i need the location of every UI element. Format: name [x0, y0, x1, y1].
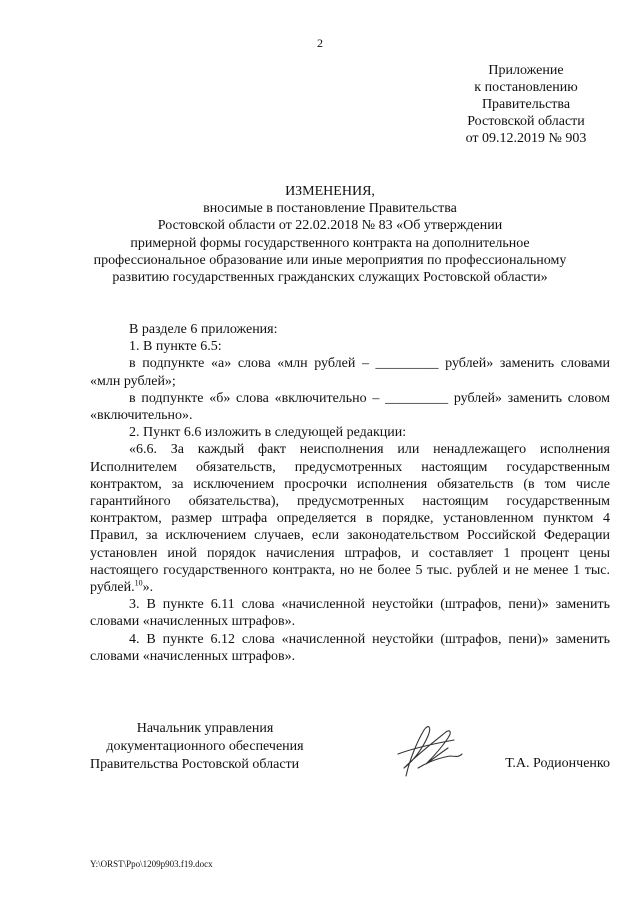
paragraph-text: «6.6. За каждый факт неисполнения или ненадлежащего исполнения Исполнителем обязательств, предусмотренных настоящим государственным контрактом, за исключением просрочки исполнения обязательств (в том числе гарантийного обязательства), предусмотренных настоящим государственным контрактом, размер штрафа определяется в порядке, установленном пунктом 4 Правил, за исключением случаев, если законодательством Российской Федерации установлен иной порядок начисления штрафов, и составляет 1 процент цены настоящего государственного контракта, но не более 5 тыс. рублей и не менее 1 тыс. рублей. [90, 442, 610, 596]
paragraph: 2. Пункт 6.6 изложить в следующей редакции: [129, 425, 407, 441]
heading-line: развитию государственных гражданских служащих Ростовской области» [112, 270, 548, 286]
paragraph: в подпункте «б» слова «включительно – _________ рублей» заменить словом «включительно». [90, 390, 610, 424]
heading-line: примерной формы государственного контракта на дополнительное [130, 235, 530, 251]
heading-line: вносимые в постановление Правительства [203, 201, 457, 217]
appendix-line: Приложение [488, 63, 564, 78]
signatory-line: Начальник управления [136, 721, 274, 736]
paragraph-end: ». [142, 580, 154, 596]
appendix-line: Ростовской области [467, 114, 585, 129]
document-heading [70, 183, 590, 286]
paragraph: 1. В пункте 6.5: [129, 339, 222, 355]
heading-line: Ростовской области от 22.02.2018 № 83 «Об утверждении [157, 218, 503, 234]
appendix-line: Правительства [481, 97, 571, 112]
footnote-marker: 10 [134, 578, 143, 588]
page-number: 2 [317, 36, 323, 50]
appendix-line: от 09.12.2019 № 903 [465, 131, 587, 146]
signatory-name: Т.А. Родионченко [505, 756, 610, 771]
signatory-line: Правительства Ростовской области [90, 757, 300, 772]
appendix-line: к постановлению [474, 80, 578, 95]
paragraph: В разделе 6 приложения: [129, 322, 278, 337]
heading-title: ИЗМЕНЕНИЯ, [285, 184, 375, 199]
appendix-block [440, 62, 612, 147]
paragraph: 3. В пункте 6.11 слова «начисленной неустойки (штрафов, пени)» заменить словами «начисленных штрафов». [90, 597, 610, 630]
signatory-line: документационного обеспечения [106, 739, 304, 754]
paragraph: 4. В пункте 6.12 слова «начисленной неустойки (штрафов, пени)» заменить словами «начисленных штрафов». [90, 631, 610, 664]
heading-line: профессиональное образование или иные мероприятия по профессиональному [93, 252, 567, 268]
file-path: Y:\ORST\Ppo\1209p903.f19.docx [90, 859, 213, 869]
paragraph-6-6 [90, 441, 610, 596]
paragraph: в подпункте «а» слова «млн рублей – _________ рублей» заменить словами «млн рублей»; [90, 356, 610, 389]
signatory-title [90, 720, 320, 774]
handwritten-signature [388, 718, 468, 788]
document-body [90, 321, 610, 665]
